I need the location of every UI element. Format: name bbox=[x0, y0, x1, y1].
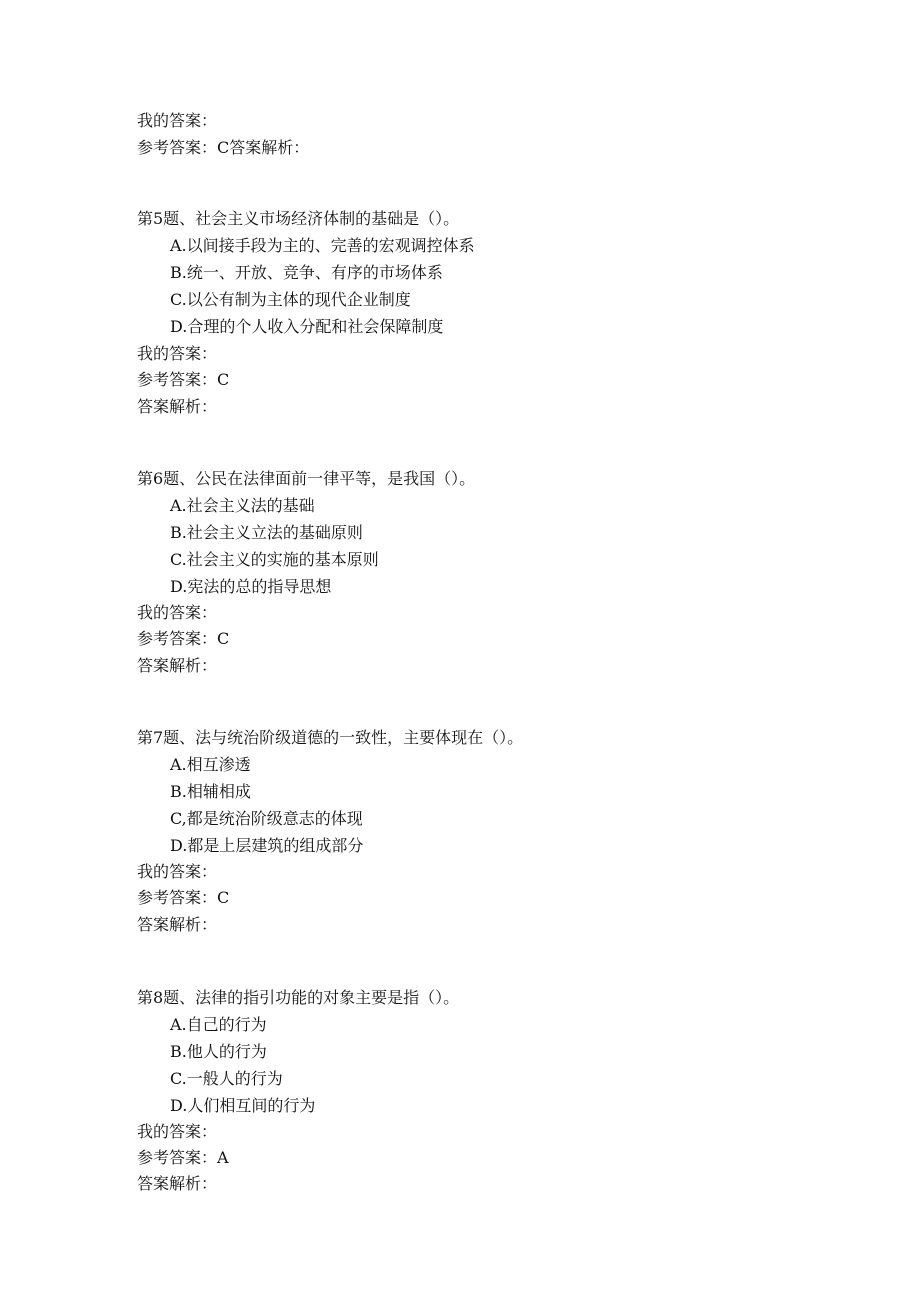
question-title: 第7题、法与统治阶级道德的一致性，主要体现在（）。 bbox=[137, 728, 524, 747]
my-answer-label: 我的答案： bbox=[137, 1122, 218, 1141]
option-c: C.以公有制为主体的现代企业制度 bbox=[170, 290, 411, 309]
option-a: A.自己的行为 bbox=[170, 1015, 267, 1034]
answer-analysis-label: 答案解析： bbox=[137, 656, 218, 675]
option-a: A.社会主义法的基础 bbox=[170, 496, 315, 515]
my-answer-label: 我的答案： bbox=[137, 603, 218, 622]
reference-answer: 参考答案：C bbox=[137, 370, 230, 389]
question-title: 第8题、法律的指引功能的对象主要是指（）。 bbox=[137, 988, 460, 1007]
answer-analysis-label: 答案解析： bbox=[137, 397, 218, 416]
question-title: 第5题、社会主义市场经济体制的基础是（）。 bbox=[137, 209, 460, 228]
option-b: B.他人的行为 bbox=[170, 1042, 267, 1061]
my-answer-label: 我的答案： bbox=[137, 344, 218, 363]
option-b: B.社会主义立法的基础原则 bbox=[170, 523, 363, 542]
option-d: D.人们相互间的行为 bbox=[170, 1096, 316, 1115]
my-answer-label: 我的答案： bbox=[137, 111, 218, 130]
reference-answer: 参考答案：C bbox=[137, 888, 230, 907]
question-title: 第6题、公民在法律面前一律平等，是我国（）。 bbox=[137, 469, 476, 488]
option-a: A.相互渗透 bbox=[170, 755, 251, 774]
my-answer-label: 我的答案： bbox=[137, 862, 218, 881]
option-c: C.社会主义的实施的基本原则 bbox=[170, 550, 379, 569]
option-b: B.统一、开放、竞争、有序的市场体系 bbox=[170, 263, 443, 282]
reference-answer: 参考答案：A bbox=[137, 1148, 229, 1167]
option-b: B.相辅相成 bbox=[170, 782, 251, 801]
reference-answer: 参考答案：C bbox=[137, 629, 230, 648]
answer-analysis-label: 答案解析： bbox=[137, 915, 218, 934]
option-a: A.以间接手段为主的、完善的宏观调控体系 bbox=[170, 236, 475, 255]
option-c: C.一般人的行为 bbox=[170, 1069, 283, 1088]
option-c: C,都是统治阶级意志的体现 bbox=[170, 809, 363, 828]
option-d: D.都是上层建筑的组成部分 bbox=[170, 836, 364, 855]
option-d: D.宪法的总的指导思想 bbox=[170, 577, 332, 596]
answer-analysis-label: 答案解析： bbox=[137, 1174, 218, 1193]
option-d: D.合理的个人收入分配和社会保障制度 bbox=[170, 317, 444, 336]
reference-answer-with-analysis: 参考答案：C答案解析： bbox=[137, 138, 310, 157]
